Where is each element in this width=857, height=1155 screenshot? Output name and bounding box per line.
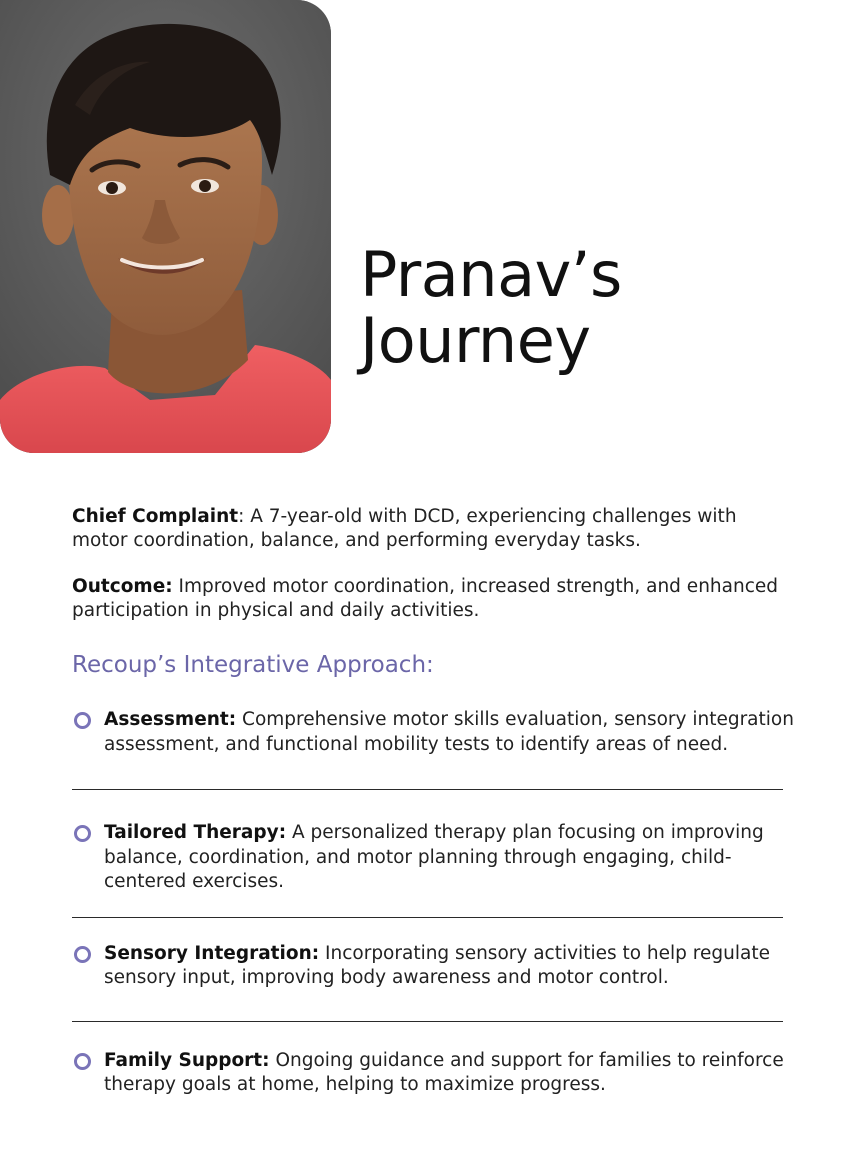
circle-bullet-icon <box>74 712 91 729</box>
case-summary <box>72 505 792 645</box>
approach-item-text: Ongoing guidance and support for families to reinforce therapy goals at home, helping to maximize progress. <box>104 1049 784 1095</box>
outcome-label: Outcome: <box>72 576 173 597</box>
approach-item-tailored-therapy <box>72 821 812 895</box>
circle-bullet-icon <box>74 1053 91 1070</box>
approach-heading: Recoup’s Integrative Approach: <box>72 652 434 678</box>
chief-complaint-text: : A 7-year-old with DCD, experiencing challenges with motor coordination, balance, and performing everyday tasks. <box>72 506 737 551</box>
divider <box>72 1021 783 1022</box>
outcome-text: Improved motor coordination, increased strength, and enhanced participation in physical and daily activities. <box>72 576 779 621</box>
page-title <box>360 238 622 377</box>
approach-item-label: Family Support: <box>104 1049 270 1071</box>
profile-photo <box>0 0 331 453</box>
approach-item-label: Assessment: <box>104 709 237 730</box>
chief-complaint <box>72 505 792 553</box>
divider <box>72 917 783 918</box>
approach-item-text: Comprehensive motor skills evaluation, sensory integration assessment, and functional mobility tests to identify areas of need. <box>104 709 794 755</box>
divider <box>72 789 783 790</box>
approach-item-family-support <box>72 1049 812 1098</box>
approach-item-label: Tailored Therapy: <box>104 822 287 843</box>
title-line-1: Pranav’s <box>360 238 622 311</box>
approach-item-sensory-integration <box>72 942 812 991</box>
approach-item-assessment <box>72 708 812 757</box>
title-line-2: Journey <box>360 304 591 377</box>
circle-bullet-icon <box>74 946 91 963</box>
approach-item-label: Sensory Integration: <box>104 942 320 964</box>
approach-item-text: A personalized therapy plan focusing on improving balance, coordination, and motor planning through engaging, child-centered exercises. <box>104 822 764 892</box>
approach-list <box>72 708 812 1098</box>
approach-item-text: Incorporating sensory activities to help regulate sensory input, improving body awareness and motor control. <box>104 942 770 988</box>
outcome <box>72 575 792 623</box>
circle-bullet-icon <box>74 825 91 842</box>
chief-complaint-label: Chief Complaint <box>72 506 239 527</box>
